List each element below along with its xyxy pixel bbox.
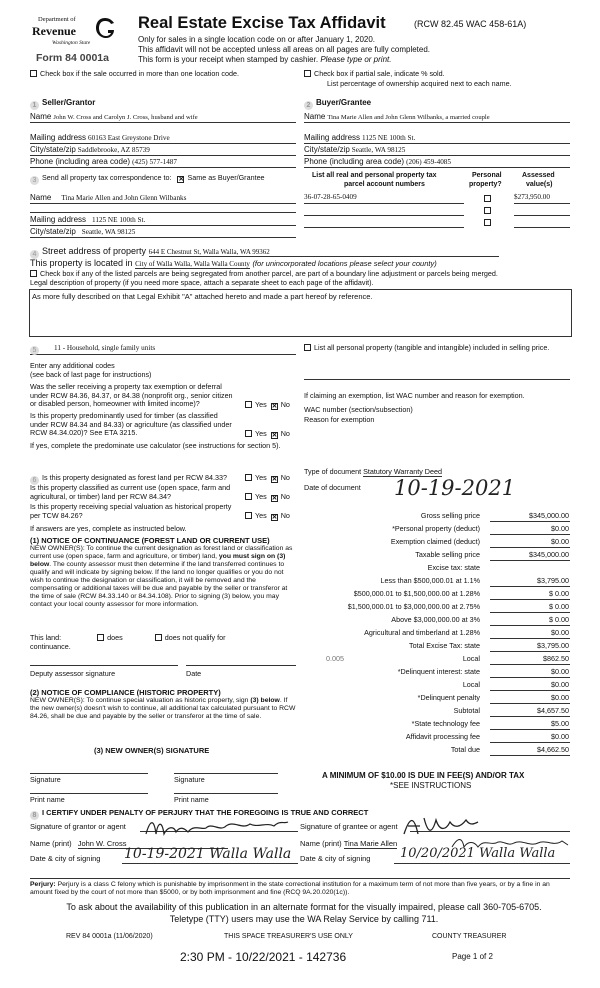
historic-yes-no[interactable] <box>245 512 290 521</box>
buyer-city-row[interactable] <box>304 145 570 156</box>
no-checkbox[interactable]: ✕ <box>271 495 278 502</box>
tax-row-value[interactable]: $4,662.50 <box>490 746 570 756</box>
partial-sale-checkbox[interactable] <box>304 70 311 77</box>
grantor-signature-mark <box>142 816 292 838</box>
county-treasurer-label: COUNTY TREASURER <box>432 933 507 940</box>
corr-mailing-label: Mailing address <box>30 215 87 224</box>
reason-label: Reason for exemption <box>304 415 375 424</box>
parcel-number <box>304 217 464 228</box>
section-3-badge: 3 <box>30 176 39 185</box>
new-owner-sig-line[interactable] <box>30 772 148 774</box>
print-name-line[interactable] <box>30 786 148 794</box>
tax-row-value[interactable]: $3,795.00 <box>490 642 570 652</box>
assessed-header-1: Assessed <box>522 172 555 179</box>
tax-row-label: *Delinquent interest: state <box>397 667 480 676</box>
perjury-text: Perjury is a class C felony which is punishable by imprisonment in the state correctional institution for a maximum term of not more than five years, or by a fine in an amount fixed by the court of not more than $5000, or by both imprisonment and fine (RCQ 9A.20.020(1c)). <box>30 881 550 897</box>
seller-phone-value: (425) 577-1487 <box>132 158 177 166</box>
signature-label: Signature <box>174 775 205 784</box>
certify-heading-text: I CERTIFY UNDER PENALTY OF PERJURY THAT THE FOREGOING IS TRUE AND CORRECT <box>42 808 369 817</box>
tax-row-label: $500,000.01 to $1,500,000.00 at 1.28% <box>353 589 480 598</box>
parcel-number: 36-07-28-65-0409 <box>304 193 464 204</box>
no-checkbox[interactable]: ✕ <box>271 403 278 410</box>
does-label: does <box>107 633 123 642</box>
legal-description-box[interactable] <box>29 289 572 337</box>
grantor-date-line <box>122 863 298 864</box>
tax-row-label: Above $3,000,000.00 at 3% <box>391 615 480 624</box>
rcw-reference: (RCW 82.45 WAC 458-61A) <box>414 19 527 29</box>
grantee-date-label: Date & city of signing <box>300 854 371 863</box>
tax-row <box>302 655 570 667</box>
personal-header-2: property? <box>469 181 502 188</box>
tax-row-label: Affidavit processing fee <box>405 732 480 741</box>
current-use-yes-no[interactable] <box>245 493 290 502</box>
continuance-label: continuance. <box>30 642 71 651</box>
legal-description-text: As more fully described on that Legal Exhibit "A" attached hereto and made a part hereof by reference. <box>32 292 373 301</box>
grantee-sig-label: Signature of grantee or agent <box>300 822 398 831</box>
header-line2: This affidavit will not be accepted unless all areas on all pages are fully completed. <box>138 45 431 54</box>
tax-row <box>302 733 570 745</box>
section-1-badge: 1 <box>30 101 39 110</box>
seller-heading <box>30 98 95 110</box>
parcel-header-1: List all real and personal property tax <box>312 172 437 179</box>
yes-label: Yes <box>255 400 267 409</box>
no-checkbox[interactable]: ✕ <box>271 432 278 439</box>
seller-mailing-row[interactable] <box>30 133 296 144</box>
tax-row-value[interactable]: $345,000.00 <box>490 551 570 561</box>
perjury-bold: Perjury: <box>30 881 56 888</box>
yes-checkbox[interactable] <box>245 474 252 481</box>
grantor-date-label: Date & city of signing <box>30 854 101 863</box>
section-6-badge: 6 <box>30 476 39 485</box>
notice2-bold: (3) below <box>250 697 280 704</box>
treasurer-stamp: 2:30 PM - 10/22/2021 - 142736 <box>180 950 347 964</box>
buyer-mailing-row[interactable] <box>304 133 570 144</box>
header-line3-italic: Please type or print. <box>320 55 392 64</box>
answers-note: If answers are yes, complete as instructed below. <box>30 524 187 533</box>
yes-label: Yes <box>255 511 267 520</box>
assessed-value <box>514 217 570 228</box>
section-5-badge: 5 <box>30 346 39 355</box>
same-as-buyer-checkbox[interactable]: ✕ <box>178 176 184 183</box>
personal-property-checkbox[interactable] <box>484 195 491 202</box>
grantor-signature-row[interactable] <box>30 822 300 836</box>
dor-logo <box>28 14 120 50</box>
personal-property-row <box>304 344 570 353</box>
grantor-date-row[interactable] <box>30 846 300 874</box>
notice2-text <box>30 697 296 721</box>
buyer-city-label: City/state/zip <box>304 145 350 154</box>
seller-city-label: City/state/zip <box>30 145 76 154</box>
historic-text: Is this property receiving special valuation as historical property per TCW 84.26? <box>30 502 232 520</box>
tax-row <box>302 525 570 537</box>
seller-city-value: Saddlebrooke, AZ 85739 <box>77 146 150 154</box>
does-not-checkbox[interactable] <box>155 634 162 641</box>
no-checkbox[interactable]: ✕ <box>271 514 278 521</box>
corr-mailing-value: 1125 NE 100th St. <box>92 216 146 224</box>
signature-label: Signature <box>30 775 61 784</box>
doc-type-label: Type of document <box>304 467 362 476</box>
yes-label: Yes <box>255 473 267 482</box>
tax-row-value[interactable]: $5.00 <box>490 720 570 730</box>
minimum-due-line2: *SEE INSTRUCTIONS <box>390 781 472 790</box>
deputy-date-line[interactable] <box>186 664 296 666</box>
print-name-label: Print name <box>30 795 65 804</box>
grantor-sig-label: Signature of grantor or agent <box>30 822 126 831</box>
land-use-value: 11 - Household, single family units <box>54 344 156 352</box>
tax-row-value[interactable]: $ 0.00 <box>490 590 570 600</box>
tax-row-value[interactable]: $ 0.00 <box>490 603 570 613</box>
calculator-note: If yes, complete the predominate use calculator (see instructions for section 5). <box>30 441 281 450</box>
located-value: City of Walla Walla, Walla Walla County <box>135 260 250 268</box>
no-label: No <box>280 429 290 438</box>
assessed-value: $273,950.00 <box>514 193 570 204</box>
page-title: Real Estate Excise Tax Affidavit <box>138 14 386 32</box>
tax-row-value[interactable]: $3,795.00 <box>490 577 570 587</box>
tax-row-label: Local <box>462 680 480 689</box>
grantee-print-value: Tina Marie Allen <box>343 839 398 848</box>
notice1-text-b: . The county assessor must then determine if the land transferred continues to qualify and will indicate by signing below. If the land no longer qualifies or you do not wish to continue the designation or classification, it will be removed and the compensating or additional taxes will be due and payable by the seller or transferor at the time of sale (RCW 84.33.140 or 84.34.108). Prior to signing (3) below, you may contact your local county assessor for more information. <box>30 561 288 609</box>
seller-mailing-value: 60163 East Greystone Drive <box>88 134 170 142</box>
tax-row <box>302 720 570 732</box>
deputy-sig-label: Deputy assessor signature <box>30 669 116 678</box>
this-land-label: This land: <box>30 633 62 642</box>
notice1-title: (1) NOTICE OF CONTINUANCE (FOREST LAND OR CURRENT USE) <box>30 536 270 545</box>
tax-row-label: Subtotal <box>453 706 480 715</box>
forest-yes-no[interactable] <box>245 474 290 483</box>
street-row[interactable] <box>30 246 570 258</box>
exemption-note: If claiming an exemption, list WAC number and reason for exemption. <box>304 391 525 400</box>
tax-row-value[interactable]: $0.00 <box>490 525 570 535</box>
minimum-due-line1: A MINIMUM OF $10.00 IS DUE IN FEE(S) AND/OR TAX <box>322 771 525 780</box>
corr-mailing-row[interactable] <box>30 215 296 226</box>
current-use-text: Is this property classified as current use (open space, farm and agricultural, or timber) land per RCW 84.34? <box>30 483 231 501</box>
street-value: 644 E Chestnut St, Walla Walla, WA 99362 <box>149 248 499 257</box>
buyer-name-label: Name <box>304 112 326 121</box>
personal-header-1: Personal <box>472 172 502 179</box>
tax-row-label: *Personal property (deduct) <box>392 524 480 533</box>
buyer-phone-label: Phone (including area code) <box>304 157 405 166</box>
exemption-question <box>30 383 296 409</box>
notice2-text-a: NEW OWNER(S): To continue special valuation as historic property, sign <box>30 697 249 704</box>
exemption-yes-no[interactable] <box>245 401 290 410</box>
tax-row <box>302 642 570 654</box>
tax-row-label: Total due <box>450 745 480 754</box>
grantee-print-label: Name (print) <box>300 839 342 848</box>
tax-row-value[interactable]: $ 0.00 <box>490 616 570 626</box>
yes-checkbox[interactable] <box>245 493 252 500</box>
tax-row <box>302 616 570 628</box>
same-as-buyer-label: Same as Buyer/Grantee <box>187 173 265 182</box>
buyer-name-row[interactable] <box>304 112 570 123</box>
tax-row-label: *State technology fee <box>411 719 480 728</box>
alt-format-line1: To ask about the availability of this publication in an alternate format for the visually impaired, please call 360-705-6705. <box>66 902 542 912</box>
tax-row-value[interactable]: $345,000.00 <box>490 512 570 522</box>
print-name-label: Print name <box>174 795 209 804</box>
multi-location-check[interactable] <box>30 70 239 79</box>
tax-row-value[interactable]: $0.00 <box>490 733 570 743</box>
tax-row <box>302 538 570 550</box>
personal-property-list-checkbox[interactable] <box>304 344 311 351</box>
corr-city-row[interactable] <box>30 227 296 238</box>
tax-row <box>302 668 570 680</box>
dept-line3: Washington State <box>52 40 91 46</box>
grantor-print-value: John W. Cross <box>78 839 228 849</box>
tax-row-label: Local <box>462 654 480 663</box>
buyer-mailing-value: 1125 NE 100th St. <box>362 134 416 142</box>
no-label: No <box>280 492 290 501</box>
segregated-label: Check box if any of the listed parcels are being segregated from another parcel, are part of a boundary line adjustment or parcels being merged. <box>40 269 498 278</box>
exemption-question-text: Was the seller receiving a property tax exemption or deferral under RCW 84.36, 84.37, or 84.38 (nonprofit org., senior citizen or disabled person, homeowner with limited income)? <box>30 382 233 409</box>
section-8-badge: 8 <box>30 811 39 820</box>
multi-location-label: Check box if the sale occurred in more than one location code. <box>40 69 239 78</box>
tax-row-value[interactable]: $0.00 <box>490 629 570 639</box>
page-number: Page 1 of 2 <box>452 952 493 961</box>
grantee-date-line <box>394 863 570 864</box>
seller-mailing-label: Mailing address <box>30 133 87 142</box>
segregated-checkbox[interactable] <box>30 270 37 277</box>
corr-name-row[interactable] <box>30 193 296 204</box>
land-use-row[interactable] <box>30 344 296 355</box>
enter-codes-label: Enter any additional codes <box>30 361 115 370</box>
notice3-title: (3) NEW OWNER(S) SIGNATURE <box>94 746 210 755</box>
tax-row <box>302 577 570 589</box>
street-label: Street address of property <box>42 246 147 256</box>
form-number: Form 84 0001a <box>36 52 109 64</box>
seller-city-row[interactable] <box>30 145 296 156</box>
no-checkbox[interactable]: ✕ <box>271 476 278 483</box>
historic-question <box>30 503 296 520</box>
grantor-date-value: 10-19-2021 Walla Walla <box>124 846 292 862</box>
partial-sale-check[interactable] <box>304 70 445 79</box>
seller-name-label: Name <box>30 112 52 121</box>
buyer-phone-row[interactable] <box>304 157 570 168</box>
notice1-bold: you must sign on (3) below <box>30 553 286 569</box>
revision-label: REV 84 0001a (11/06/2020) <box>66 933 153 940</box>
notice1-text <box>30 545 296 609</box>
header-line3 <box>138 55 391 65</box>
no-label: No <box>280 400 290 409</box>
no-label: No <box>280 473 290 482</box>
personal-property-checkbox[interactable] <box>484 207 491 214</box>
dept-line1: Department of <box>38 16 76 23</box>
seller-phone-row[interactable] <box>30 157 296 168</box>
notice1-text-a: NEW OWNER(S): To continue the current designation as forest land or classification as current use (open space, farm and agriculture, or timber) land, <box>30 545 293 561</box>
parcel-number <box>304 205 464 216</box>
section-2-badge: 2 <box>304 101 313 110</box>
corr-city-label: City/state/zip <box>30 227 76 236</box>
tax-row-value[interactable]: $0.00 <box>490 694 570 704</box>
section-4-badge: 4 <box>30 250 39 259</box>
assessed-value <box>514 205 570 216</box>
tax-row <box>302 681 570 693</box>
grantee-date-row[interactable] <box>300 846 572 868</box>
wac-label: WAC number (section/subsection) <box>304 405 413 414</box>
tax-row-label: $1,500,000.01 to $3,000,000.00 at 2.75% <box>347 602 480 611</box>
tax-row <box>302 564 570 576</box>
parcel-row[interactable] <box>304 193 570 204</box>
grantee-date-value: 10/20/2021 Walla Walla <box>400 846 556 861</box>
does-checkbox[interactable] <box>97 634 104 641</box>
tax-row-value[interactable]: $0.00 <box>490 668 570 678</box>
parcel-row[interactable] <box>304 217 570 228</box>
dept-line2: Revenue <box>32 24 76 38</box>
yes-label: Yes <box>255 429 267 438</box>
buyer-mailing-label: Mailing address <box>304 133 361 142</box>
assessed-header-2: value(s) <box>526 181 553 188</box>
tax-row-label: Exemption claimed (deduct) <box>390 537 480 546</box>
current-use-question <box>30 484 296 501</box>
grantee-signature-row[interactable] <box>300 822 572 836</box>
see-back-label: (see back of last page for instructions) <box>30 370 152 379</box>
legal-label: Legal description of property (if you need more space, attach a separate sheet to each page of the affidavit). <box>30 278 374 287</box>
buyer-city-value: Seattle, WA 98125 <box>351 146 406 154</box>
personal-property-text: List all personal property (tangible and intangible) included in selling price. <box>314 343 550 352</box>
new-owner-sig-line[interactable] <box>174 772 278 774</box>
yes-checkbox[interactable] <box>245 512 252 519</box>
deputy-date-label: Date <box>186 669 202 678</box>
notice2-text-b: . If the new owner(s) doesn't wish to continue, all additional tax calculated pursuant to RCW 84.26, shall be due and payable by the seller or transferor at the time of sale. <box>30 697 296 721</box>
yes-label: Yes <box>255 492 267 501</box>
correspondence-row <box>30 174 265 185</box>
dor-swoosh-icon <box>94 16 116 40</box>
does-not-label: does not qualify for <box>164 633 226 642</box>
local-rate: 0.005 <box>326 654 344 663</box>
tax-row <box>302 590 570 602</box>
multi-location-checkbox[interactable] <box>30 70 37 77</box>
list-pct-note: List percentage of ownership acquired next to each name. <box>327 79 512 88</box>
doc-type-value: Statutory Warranty Deed <box>363 467 442 476</box>
personal-property-line[interactable] <box>304 372 570 380</box>
tax-row-label: Less than $500,000.01 at 1.1% <box>380 576 480 585</box>
located-label: This property is located in <box>30 258 133 268</box>
yes-checkbox[interactable] <box>245 401 252 408</box>
tax-row-label: *Delinquent penalty <box>417 693 480 702</box>
corr-city-value: Seattle, WA 98125 <box>81 228 136 236</box>
grantor-print-label: Name (print) <box>30 839 72 848</box>
partial-sale-label: Check box if partial sale, indicate % sold. <box>314 69 445 78</box>
corr-blank-row[interactable] <box>30 205 296 213</box>
tax-row-value[interactable]: $0.00 <box>490 538 570 548</box>
tax-row-label: Taxable selling price <box>415 550 480 559</box>
timber-question <box>30 412 296 438</box>
timber-yes-no[interactable] <box>245 430 290 439</box>
tax-row <box>302 629 570 641</box>
tax-row-label: Agricultural and timberland at 1.28% <box>364 628 480 637</box>
tax-row <box>302 603 570 615</box>
forest-question-text: Is this property designated as forest land per RCW 84.33? <box>42 473 227 482</box>
tax-row-value[interactable]: $4,657.50 <box>490 707 570 717</box>
located-hint: (for unincorporated locations please select your county) <box>252 259 437 268</box>
tax-row <box>302 746 570 758</box>
tax-row-value[interactable]: $0.00 <box>490 681 570 691</box>
seller-heading-text: Seller/Grantor <box>42 98 96 107</box>
header-line1: Only for sales in a single location code on or after January 1, 2020. <box>138 35 376 44</box>
seller-name-row[interactable] <box>30 112 296 123</box>
personal-property-checkbox[interactable] <box>484 219 491 226</box>
buyer-heading <box>304 98 371 110</box>
tax-row-label: Excise tax: state <box>427 563 480 572</box>
tax-row <box>302 707 570 719</box>
deputy-sig-line[interactable] <box>30 664 178 666</box>
doc-date-value[interactable]: 10-19-2021 <box>394 476 516 500</box>
notice2-title: (2) NOTICE OF COMPLIANCE (HISTORIC PROPERTY) <box>30 688 221 697</box>
treasurer-use-label: THIS SPACE TREASURER'S USE ONLY <box>224 933 353 940</box>
tax-row <box>302 551 570 563</box>
buyer-name-value: Tina Marie Allen and John Glenn Wilbanks, a married couple <box>327 114 490 121</box>
buyer-phone-value: (206) 459-4085 <box>406 158 451 166</box>
tax-row <box>302 512 570 524</box>
seller-phone-label: Phone (including area code) <box>30 157 131 166</box>
perjury-notice <box>30 878 570 897</box>
buyer-heading-text: Buyer/Grantee <box>316 98 372 107</box>
timber-question-text: Is this property predominantly used for timber (as classified under RCW 84.34 and 84.33) or agriculture (as classified under RCW 84.34.020)? See ETA 3215. <box>30 411 232 438</box>
corr-name-label: Name <box>30 193 52 202</box>
tax-row-label: Total Excise Tax: state <box>409 641 480 650</box>
alt-format-line2: Teletype (TTY) users may use the WA Relay Service by calling 711. <box>169 914 439 924</box>
tax-row-value[interactable]: $862.50 <box>490 655 570 665</box>
parcel-header-2: parcel account numbers <box>344 181 425 188</box>
correspondence-label: Send all property tax correspondence to: <box>42 173 172 182</box>
parcel-row[interactable] <box>304 205 570 216</box>
print-name-line[interactable] <box>174 786 278 794</box>
tax-row <box>302 694 570 706</box>
corr-name-value: Tina Marie Allen and John Glenn Wilbanks <box>61 194 187 202</box>
tax-row-label: Gross selling price <box>420 511 480 520</box>
no-label: No <box>280 511 290 520</box>
doc-date-label: Date of document <box>304 483 361 492</box>
header-line3-text: This form is your receipt when stamped by cashier. <box>138 55 319 64</box>
seller-name-value: John W. Cross and Carolyn J. Cross, husband and wife <box>53 114 198 121</box>
yes-checkbox[interactable] <box>245 430 252 437</box>
